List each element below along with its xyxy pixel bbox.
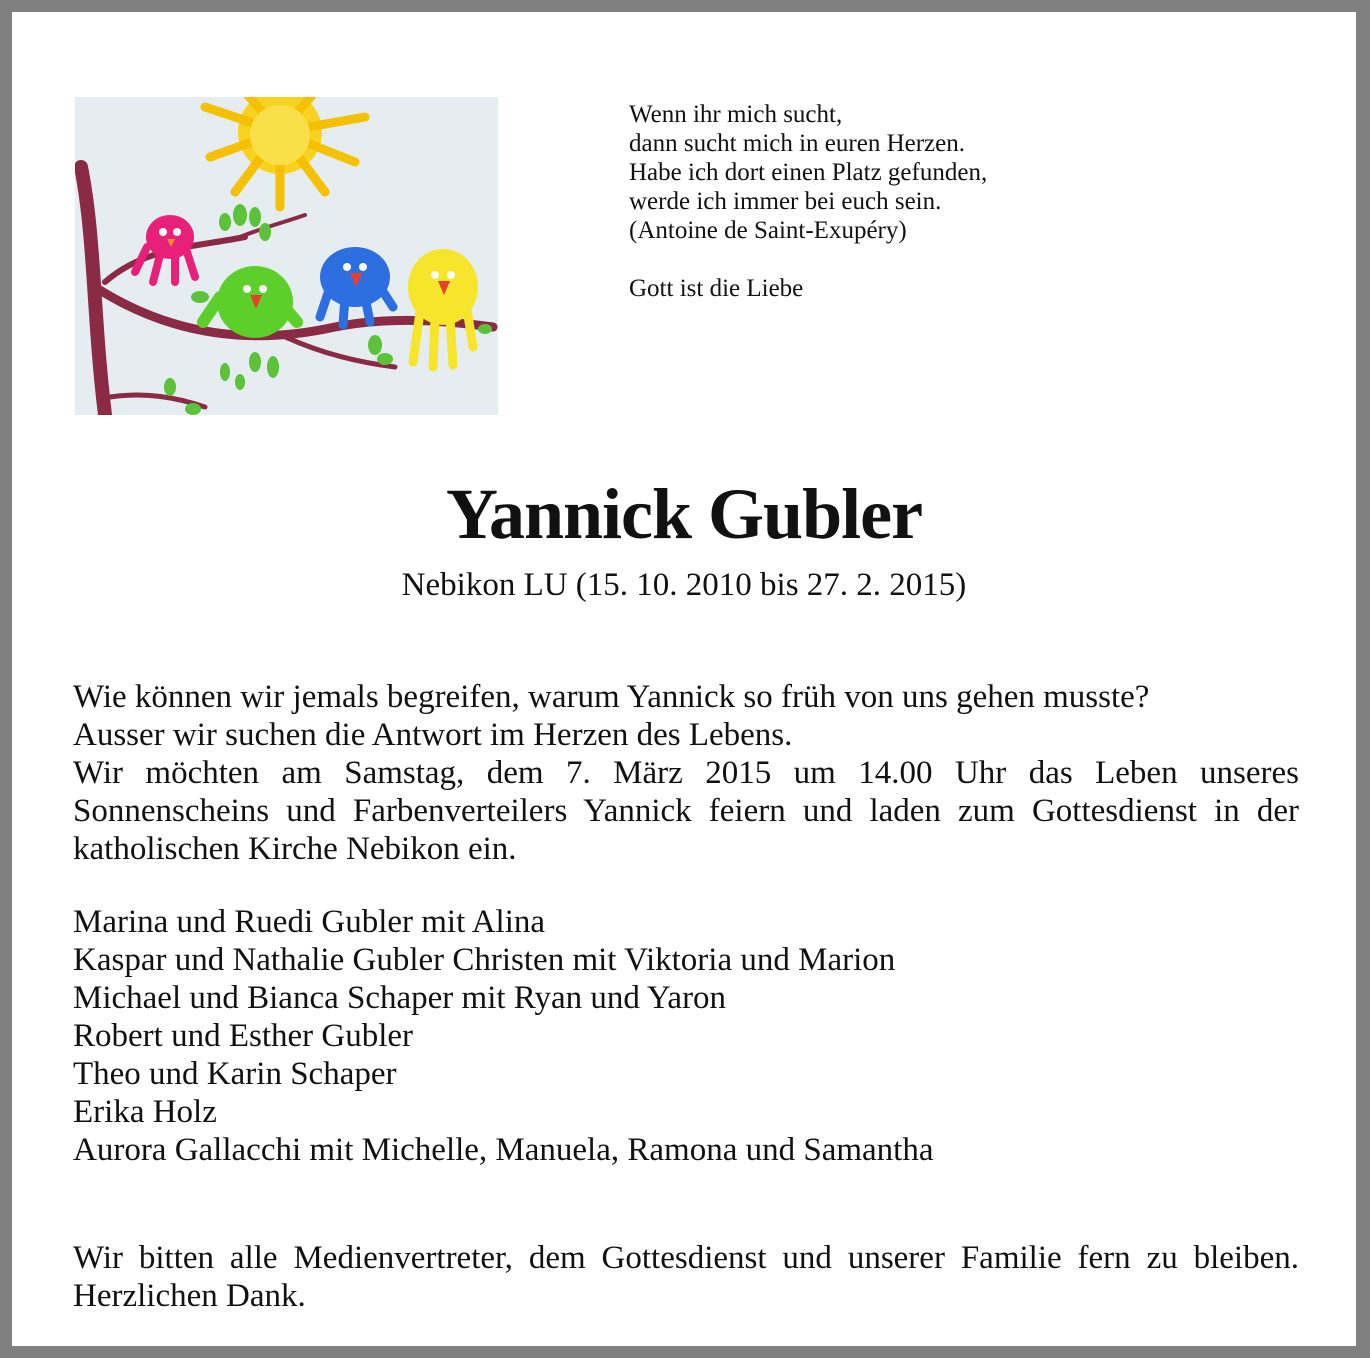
mourner-entry: Erika Holz <box>73 1094 217 1130</box>
deceased-name: Yannick Gubler <box>445 474 923 554</box>
poem-attribution: (Antoine de Saint-Exupéry) <box>629 217 907 244</box>
poem-quote <box>629 100 1149 303</box>
mourner-entry: Aurora Gallacchi mit Michelle, Manuela, Ramona und Samantha <box>73 1132 934 1168</box>
mourner-entry: Theo und Karin Schaper <box>73 1056 397 1092</box>
mourner-entry: Robert und Esther Gubler <box>73 1018 414 1054</box>
mourner-entry: Michael und Bianca Schaper mit Ryan und Yaron <box>73 980 727 1016</box>
deceased-details: Nebikon LU (15. 10. 2010 bis 27. 2. 2015) <box>401 567 967 603</box>
media-request: Wir bitten alle Medienvertreter, dem Gottesdienst und unserer Familie fern zu bleiben. Herzlichen Dank. <box>73 1240 1299 1314</box>
birds-on-branch-painting <box>75 97 498 415</box>
poem-closing: Gott ist die Liebe <box>629 275 804 302</box>
childrens-painting-image <box>75 97 498 415</box>
mourner-entry: Marina und Ruedi Gubler mit Alina <box>73 904 546 940</box>
mourners-list <box>73 903 1299 1169</box>
poem-line: Habe ich dort einen Platz gefunden, <box>629 159 988 186</box>
mourner-entry: Kaspar und Nathalie Gubler Christen mit Viktoria und Marion <box>73 942 896 978</box>
poem-line: Wenn ihr mich sucht, <box>629 101 843 128</box>
announcement-line: Ausser wir suchen die Antwort im Herzen des Lebens. <box>73 717 793 753</box>
poem-line: werde ich immer bei euch sein. <box>629 188 942 215</box>
obituary-page <box>12 12 1356 1346</box>
announcement-text <box>73 678 1299 868</box>
announcement-line: Wie können wir jemals begreifen, warum Yannick so früh von uns gehen musste? <box>73 679 1150 715</box>
service-invitation: Wir möchten am Samstag, dem 7. März 2015 um 14.00 Uhr das Leben unseres Sonnenscheins und Farbenverteilers Yannick feiern und laden zum Gottesdienst in der katholischen Kirche Nebikon ein. <box>73 755 1299 867</box>
poem-line: dann sucht mich in euren Herzen. <box>629 130 965 157</box>
